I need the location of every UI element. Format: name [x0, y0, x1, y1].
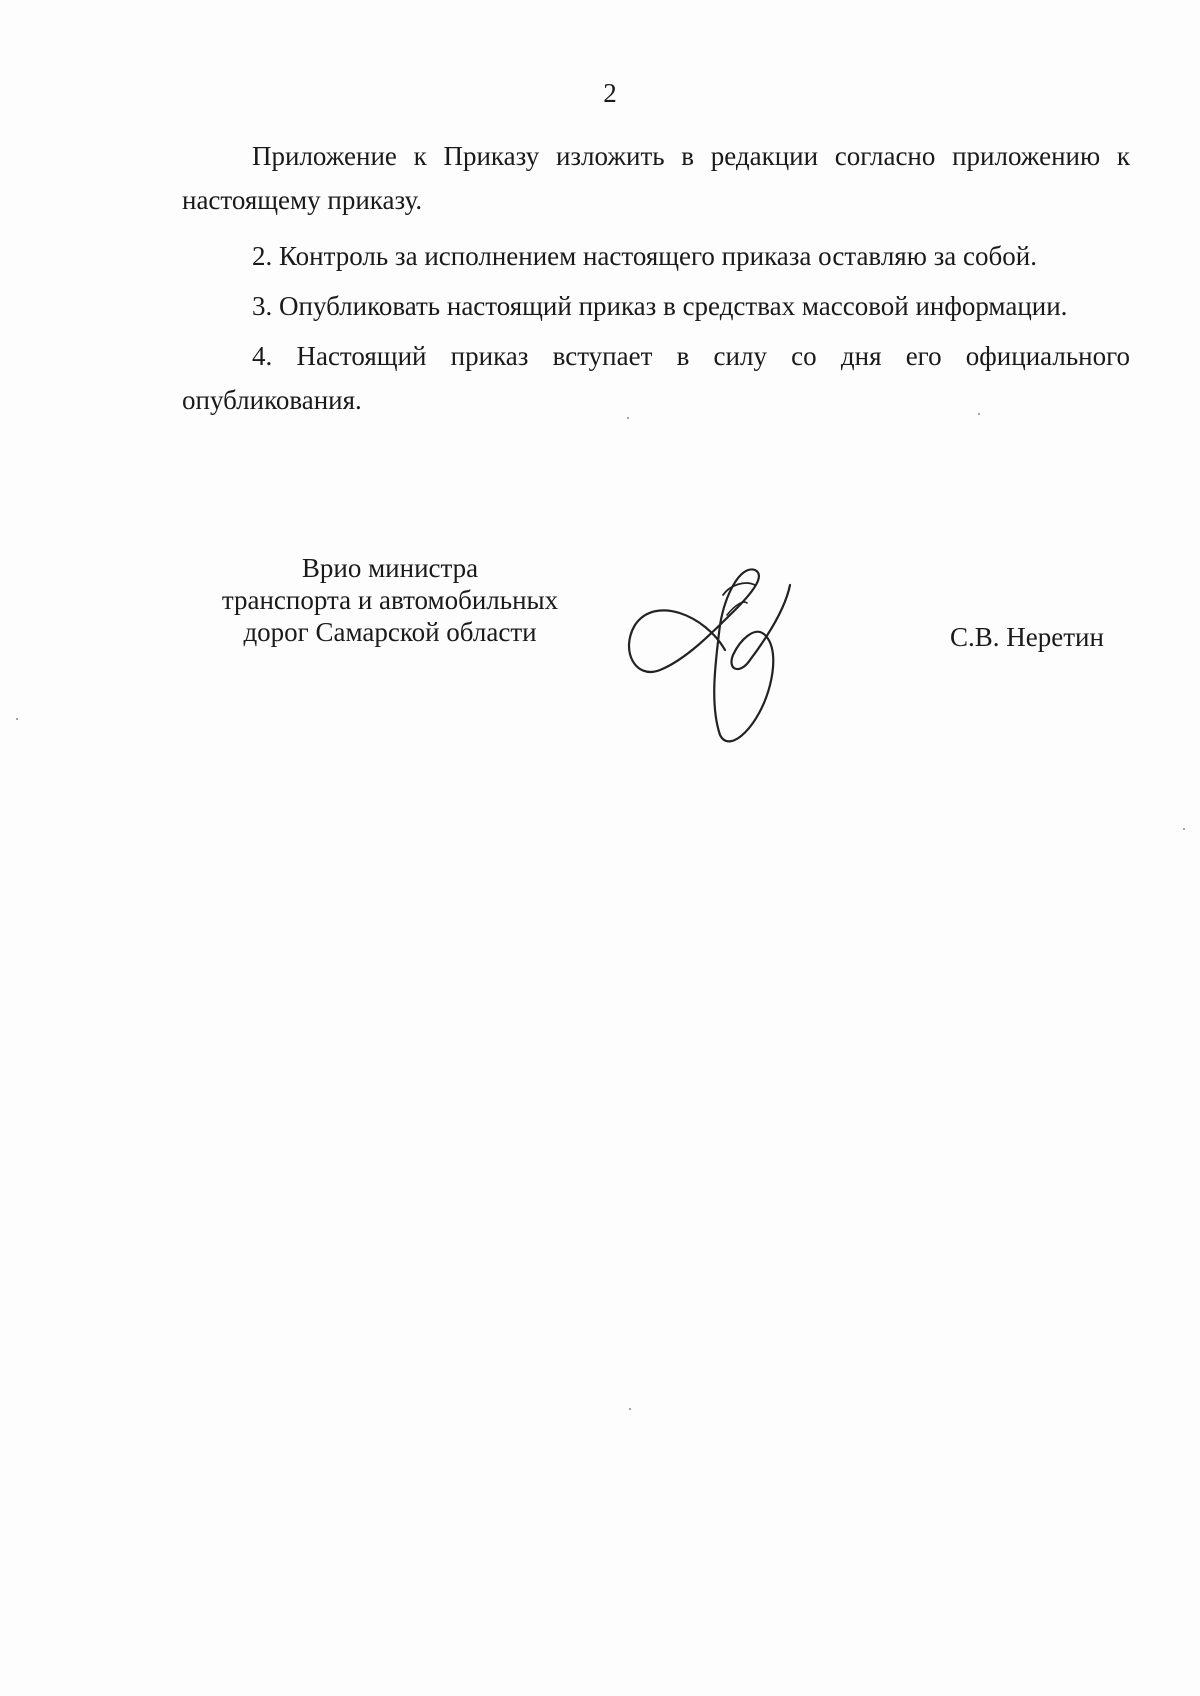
position-line: Врио министра: [301, 553, 479, 583]
scan-speck: [627, 417, 629, 419]
paragraph-appendix: Приложение к Приказу изложить в редакции согласно приложению к настоящему приказу.: [182, 141, 1130, 215]
scan-speck: [978, 413, 980, 415]
scan-speck: [1183, 828, 1185, 830]
handwritten-signature: [615, 555, 835, 755]
position-line: транспорта и автомобильных: [221, 585, 559, 615]
paragraph-effective-date: 4. Настоящий приказ вступает в силу со дня его официального опубликования.: [182, 341, 1130, 415]
scan-speck: [629, 1408, 631, 1410]
signer-name: С.В. Неретин: [950, 622, 1104, 652]
position-line: дорог Самарской области: [243, 617, 537, 647]
paragraph-control: 2. Контроль за исполнением настоящего приказа оставляю за собой.: [252, 241, 1037, 271]
paragraph-publish: 3. Опубликовать настоящий приказ в средствах массовой информации.: [252, 291, 1068, 321]
scan-speck: [16, 718, 18, 720]
signer-position: [190, 552, 590, 648]
page-number: 2: [603, 78, 617, 108]
